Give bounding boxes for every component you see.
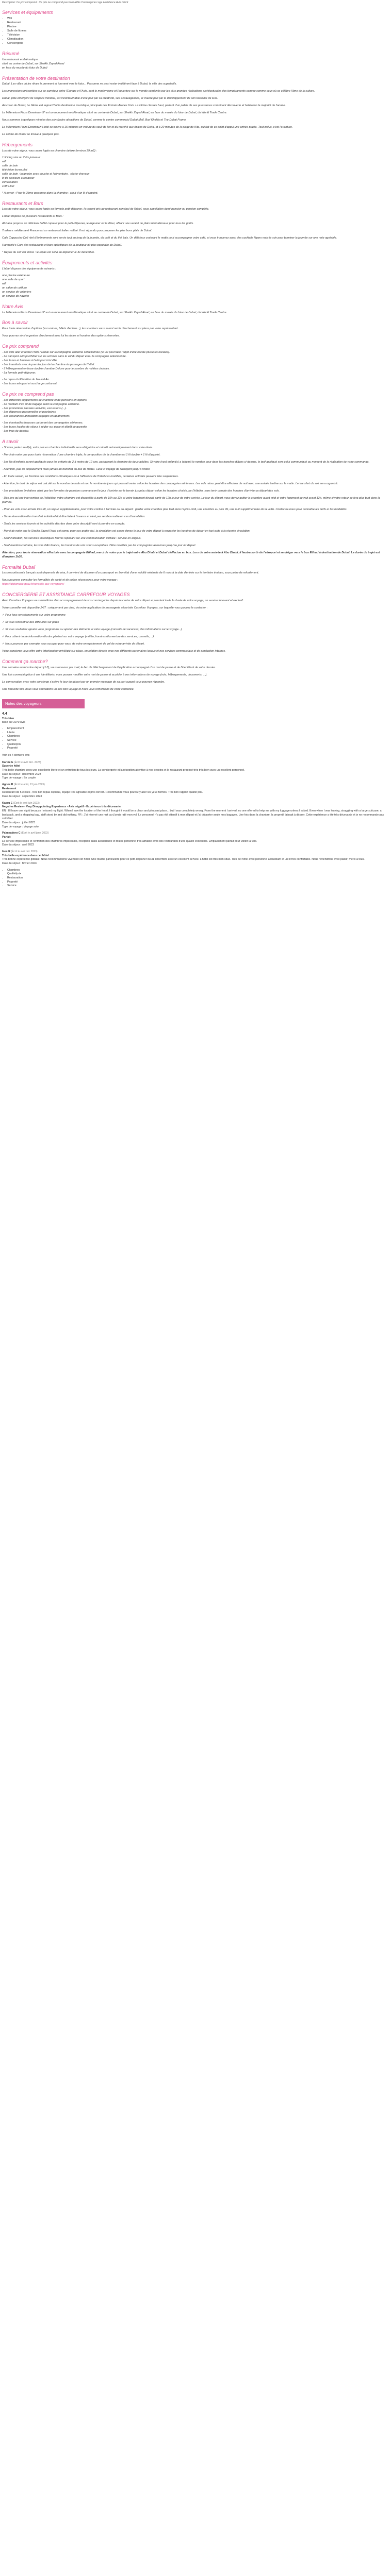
prix-pas-lines bbox=[2, 399, 385, 434]
a-savoir-item: - Attention, pas de déplacement mais jamais du transfert du bus de l'hôtel. Celui-ci voyage de l'aéroport jusqu'à l'hôtel. bbox=[2, 468, 151, 471]
a-savoir-item: - Les lits d'enfants seront appliqués pour les enfants de 2 à moins de 12 ans, partageant la chambre de deux adultes. Si votre (vos) enfant(s) a (atteint) le nombre pour dans les tranches d'âges ci-dessus, le tarif appliqué sera celui communiqué au moment de la réalisation de votre commande. bbox=[2, 461, 369, 464]
hebergement-line: 1 lit king size ou 2 lits jumeaux bbox=[2, 156, 41, 159]
commande-paragraph: Une semaine avant votre départ (J-7), vous recevrez par mail, le lien de téléchargement de l'application accompagné d'un mot de passe et de l'identifiant de votre dossier. bbox=[2, 666, 216, 669]
a-savoir-item: - Seuls les services fournis et les activités décrites dans votre descriptif sont à prendre en compte. bbox=[2, 522, 125, 526]
prix-pas-line: - Les taxes locales de séjour à régler sur place et dépôt de garantie. bbox=[2, 426, 88, 429]
formalites-paragraph: Les ressortissants français sont dispensés de visa, il convient de disposer d'un passeport en bon état d'une validité minimale de 6 mois à la date d'entrée sur le territoire émirien, sous peine de refoulement. bbox=[2, 571, 259, 575]
prix-comprend-lines bbox=[2, 351, 385, 386]
criteria-item: • Literie bbox=[7, 731, 385, 735]
bon-savoir-paragraph: Vous pourrez ainsi organiser directement avec lui les dates et horaires des options réservées. bbox=[2, 334, 120, 338]
equipement-line: un service de voituriers bbox=[2, 290, 31, 294]
presentation-paragraph: Le centre de Dubaï se trouve à quelques pas. bbox=[2, 133, 60, 137]
resume-line: Un restaurant emblématique bbox=[2, 58, 38, 61]
conciergerie-paragraph: Votre concierge vous offre votre interlocuteur privilégié sur place, en relation directe avec nos différents partenaires locaux et nos services commerciaux et de production internes. bbox=[2, 649, 226, 653]
prix-pas-title: Ce prix ne comprend pas bbox=[2, 391, 54, 397]
hebergement-line: salle de bain bbox=[2, 164, 18, 167]
prix-comprend-line: - La formule petit-déjeuner. bbox=[2, 371, 36, 375]
notes-count: Voir les 4 derniers avis bbox=[2, 753, 30, 757]
presentation-paragraph: Dubaï, pôle émergent de l'espace mondial, est incontournable d'une part par sa créativité, ses extravagances, et d'autre part par le développement de son tourisme de luxe. bbox=[2, 97, 218, 100]
footer-criteria-item: • Service bbox=[7, 884, 385, 888]
prix-comprend-line: - Les taxes et hausses à l'aéroport à la Ville. bbox=[2, 359, 58, 362]
prix-pas-line: - Le montant d'un kit de bagage selon la compagnie aérienne. bbox=[2, 402, 80, 406]
review-travel-type: Type de voyage : Voyage solo bbox=[2, 825, 39, 828]
criteria-item: • Emplacement bbox=[7, 727, 385, 731]
review-card bbox=[2, 850, 385, 866]
a-savoir-item: - Toute réservation d'un transfert individuel doit être faite à l'avance et n'est pas remboursable en cas d'annulation. bbox=[2, 515, 145, 518]
service-item: • Conciergerie bbox=[7, 42, 385, 46]
presentation-paragraph: Le Millennium Plaza Downtown Hotel se trouve à 15 minutes en voiture du souk de l'or et du marché aux épices de Deira, et à 20 minutes de la plage de Kite, qui fait de ce point d'appui une entrée privée. Tout inclus, c'est l'aventure. bbox=[2, 126, 293, 129]
prix-pas-line: - Les éventuelles hausses carburant des compagnies aériennes. bbox=[2, 421, 84, 425]
equipements-lines bbox=[2, 267, 385, 299]
review-date: (Écrit le avril déc 2023) bbox=[11, 850, 38, 853]
conciergerie-paragraph: ✓ Si vous rencontrez des difficultés sur place bbox=[2, 620, 59, 624]
presentation-body bbox=[2, 82, 385, 137]
a-savoir-item: - Dès lors qu'une intervention de l'hôtelière, votre chambre est disponible à partir de 15h au 12h et votre logement devrait partir de 12h le jour de votre arrivée. Le jour du départ, vous devez quitter la chambre avant midi et votre logement devrait avant 12h, même si votre retour se fera plus tard dans la journée. bbox=[2, 496, 380, 504]
notes-based: basé sur 3070 Avis bbox=[2, 721, 25, 724]
formalites-paragraph: Nous pouvons consulter les formalités de santé et de police nécessaires pour votre voyage : bbox=[2, 579, 118, 582]
prix-comprend-line: - L'hébergement en base double chambre Deluxe pour le nombre de nuitées choisies. bbox=[2, 367, 110, 370]
review-title: Superbe hôtel bbox=[2, 765, 21, 768]
conciergerie-title: CONCIERGERIE ET ASSISTANCE CARREFOUR VOYAGES bbox=[2, 592, 130, 598]
services-list bbox=[2, 17, 385, 46]
resume-title: Résumé bbox=[2, 50, 20, 56]
a-savoir-item: - Attention, le droit de séjour est calculé sur le nombre de nuits et non le nombre de jours qui pourrait varier selon les horaires des compagnies aériennes. Les vols retour peut-être effectuer de nuit avec une arrivée tardive sur le matin. Le transfert du soir sera organisé. bbox=[2, 482, 338, 485]
reviews-section bbox=[2, 711, 385, 888]
conciergerie-paragraph: Votre conseiller est disponible 24/7 : uniquement par chat, via votre application de messagerie sécurisée Carrefour Voyages, sur laquelle vous pouvez le contacter : bbox=[2, 606, 208, 610]
criteria-item: • Service bbox=[7, 739, 385, 743]
equipement-line: une piscine extérieure bbox=[2, 274, 30, 277]
equipement-line: wifi bbox=[2, 282, 6, 285]
review-author: Karine E bbox=[2, 760, 13, 764]
criteria-item: • Propreté bbox=[7, 747, 385, 751]
review-title: Negative Review - Very Disappointing Experience - Avis négatif - Expérience très décevante bbox=[2, 805, 121, 809]
notes-label: Très bien bbox=[2, 717, 14, 720]
hebergement-line: climatisation bbox=[2, 180, 18, 184]
service-item: • Restaurant bbox=[7, 21, 385, 25]
review-author: Palmeadoro C bbox=[2, 832, 21, 835]
resume-lines bbox=[2, 58, 385, 71]
a-savoir-item: - Si vous partez seul(e), votre prix en chambre individuelle sera obligatoire et calculé automatiquement dans votre devis. bbox=[2, 446, 153, 450]
notre-avis-title: Notre Avis bbox=[2, 303, 24, 309]
equipement-line: une salle de sport bbox=[2, 278, 25, 281]
a-savoir-body bbox=[2, 446, 385, 548]
prix-pas-line: - Les assurances annulation-bagages et rapatriement. bbox=[2, 415, 70, 418]
notre-avis-text: Le Millennium Plaza Downtown 5* est un monument emblématique situé au centre de Dubaï, sur Sheikh Zayed Road, en face du musée du futur de Dubaï, du World Trade Centre. bbox=[2, 311, 227, 314]
review-author: Ines R bbox=[2, 850, 10, 853]
hebergements-title: Hébergements bbox=[2, 142, 33, 148]
presentation-title: Présentation de votre destination bbox=[2, 75, 70, 81]
restaurants-title: Restaurants et Bars bbox=[2, 200, 43, 206]
review-text: Restaurant de 5 étoiles - très bon repas copieux, équipe très agréable et prix correct. Recommandé vous pouvez y aller les yeux fermés. Très bon rapport qualité prix. bbox=[2, 791, 203, 794]
restaurants-paragraph: Lors de votre séjour, vous serez logés en formule petit-déjeuner. Ils seront pris au restaurant principal de l'hôtel, sous appellation demi-pension ou pension complète. bbox=[2, 208, 209, 211]
review-title: Restaurant bbox=[2, 787, 17, 790]
service-item: • Climatisation bbox=[7, 38, 385, 42]
review-author: Kaoru E bbox=[2, 801, 13, 805]
formalites-title: Formalité Dubaï bbox=[2, 564, 36, 570]
restaurants-paragraph: * Repas du soir est inclus : le repas est servi au déjeuner le 31 décembre. bbox=[2, 251, 95, 255]
service-item: • Télévision bbox=[7, 33, 385, 38]
prix-comprend-line: - Les transferts avec le premier jour de la chambre du passager de l'hôtel. bbox=[2, 363, 95, 366]
criteria-item: • Chambres bbox=[7, 735, 385, 739]
prix-comprend-line: - Le transport aéroport/hôtel sur les arrivées sans le vol du départ et/ou la compagnie sélectionnée. bbox=[2, 354, 127, 358]
review-date: (Écrit le avril janv. 2023) bbox=[21, 832, 49, 835]
footer-criteria-item: • Propreté bbox=[7, 880, 385, 885]
conciergerie-paragraph: ✓ Si vous souhaitez ajouter votre programme ou ajouter des éléments à votre voyage (conseils de vacances, des informations sur le voyage...) bbox=[2, 628, 182, 631]
presentation-paragraph: Nous sommes à quelques minutes des principales attractions de Dubaï, comme le centre commercial Dubaï Mall, Burj Khalifa et The Dubai Frame. bbox=[2, 118, 187, 122]
review-text: EN : I'll leave one night because I missed my flight. When I saw the location of the hotel, I thought it would be a clean and pleasant place... but I was completely wrong. From the moment I arrived, no one offered to help me with my luggage unless I asked. Even when I was leaving, struggling with a large suitcase, a backpack, and a shopping bag, staff stood by and did nothing. FR : J'ai réservé une nuit car j'avais raté mon vol. Le personnel n'a pas été attentif à mon départ et j'ai dû porter seule mes bagages. Une fois dans la chambre, la propreté laissait à désirer. Cette expérience a été très décevante et je ne recommande pas cet hôtel. bbox=[2, 809, 384, 821]
a-savoir-item: - Les prestations limitatives ainsi que les formules de pensions commencent le jour d'arrivée sur le terrain jusqu'au départ selon les horaires choisis par l'hôtelier, sans tenir compte des horaires d'arrivée ou départ des vols. bbox=[2, 489, 280, 493]
footer-criteria-item: • Qualité/prix bbox=[7, 872, 385, 876]
review-title: Parfait bbox=[2, 835, 11, 839]
review-card bbox=[2, 832, 385, 848]
prix-comprend-line: - Le repas du Réveillon du Nouvel An. bbox=[2, 378, 50, 381]
review-date: (Écrit le avril déc. 2023) bbox=[13, 760, 41, 764]
bon-savoir-body bbox=[2, 327, 385, 338]
criteria-item: • Qualité/prix bbox=[7, 743, 385, 747]
hebergement-line: télévision écran plat bbox=[2, 168, 27, 172]
a-savoir-item: - Sauf indication, les services touristiques fournis reposant sur une communication verbale : service en anglais. bbox=[2, 536, 141, 540]
equipements-title: Équipements et activités bbox=[2, 260, 53, 266]
notes-header: Notes des voyageurs bbox=[2, 699, 85, 709]
presentation-paragraph: Les impressions présentées sur ce carrefour entre l'Europe et l'Asie, sont le modernisme et l'ouverture sur le monde combinés par les plus grandes réalisations architecturales des tempéraments comme comme ceux où se célèbre l'âme de la culture. bbox=[2, 90, 315, 93]
restaurants-body bbox=[2, 208, 385, 255]
review-stay-date: Date du séjour : décembre 2023 bbox=[2, 772, 41, 776]
conciergerie-paragraph: Avec Carrefour Voyages vous bénéficiez d'un accompagnement de vos conciergeries depuis le centre de votre départ et pendant toute la durée de votre voyage, un service innovant et exclusif. bbox=[2, 599, 244, 603]
footer-criteria-item: • Restauration bbox=[7, 876, 385, 880]
notes-score: 4.4 bbox=[2, 712, 7, 716]
restaurants-paragraph: L'hôtel dispose de plusieurs restaurants et Bars : bbox=[2, 215, 63, 218]
restaurants-paragraph: Harmonie's Curs des restaurants et bars spécifiques de la boutique où plus populaire de Dubaï. bbox=[2, 244, 122, 247]
hebergement-line: salle de bain : baignoire avec douche et l'alimentaire , sèche-cheveux bbox=[2, 172, 90, 176]
commande-paragraph: Une fois connecté grâce à vos identifiants, vous pouvez modifier votre mot de passe et accéder à vos informations de voyage (vols, hébergements, documents, ...). bbox=[2, 673, 207, 676]
review-stay-date: Date du séjour : avril 2023 bbox=[2, 843, 34, 847]
a-savoir-item: - Sauf mention contraire, les vols d'Air France, les horaires de vols sont susceptibles d'être modifiés par les compagnies aériennes jusqu'au jour du départ. bbox=[2, 544, 197, 547]
bon-savoir-title: Bon à savoir bbox=[2, 320, 28, 326]
restaurants-paragraph: Al Dana propose un délicieux buffet copieux pour le petit-déjeuner, le déjeuner ou le dîner, offrant une variété de plats internationaux pour tous les goûts. bbox=[2, 222, 194, 226]
hebergement-line: * A savoir : Pour la 3ème personne dans la chambre : ajout d'un lit d'appoint. bbox=[2, 191, 99, 195]
review-travel-type: Type de voyage : En couple bbox=[2, 776, 36, 780]
a-savoir-title: A savoir bbox=[2, 439, 19, 445]
service-item: • Salle de fitness bbox=[7, 29, 385, 33]
review-stay-date: Date du séjour : juillet 2023 bbox=[2, 821, 36, 824]
review-stay-date: Date du séjour : février 2023 bbox=[2, 862, 37, 866]
etihad-warning: Attention, pour toute réservation effectuée avec la compagnie Etihad, merci de noter que le trajet entre Abu Dhabi et Dubaï s'effectue en bus. Lors de votre arrivée à Abu Dhabi, il faudra sortir de l'aéroport et se diriger vers le bus Etihad à destination de Dubaï. La durée du trajet est d'environ 1h30. bbox=[2, 551, 380, 558]
prix-comprend-title: Ce prix comprend bbox=[2, 344, 39, 349]
hebergement-line: lit de plusieurs à repasser bbox=[2, 176, 35, 180]
equipement-line: un salon de coiffure bbox=[2, 286, 27, 290]
review-date: (Écrit le avril juin 2023) bbox=[13, 801, 40, 805]
restaurants-paragraph: Tradeurs méditerrané France est un restaurant italien raffiné. Il est répandu pour proposer les plus bons plats de Dubaï. bbox=[2, 229, 152, 233]
commande-paragraph: La conversation avec votre concierge s'active le jour du départ par un premier message de sa part auquel vous pourrez répondre. bbox=[2, 680, 165, 684]
equipement-line: L'hôtel dispose des équipements suivants : bbox=[2, 267, 56, 270]
a-savoir-item: - Merci de noter que le Sheikh Zayed Road est connu pour ses gratte-ciel, la circulation est assez dense le jour de votre départ à respecter les horaires de départ en taxi suite à la récente circulation. bbox=[2, 529, 251, 533]
review-text: Très belle chambre avec une excellente literie et un entretien de tous les jours. La conciergerie et la réception attentive à nos besoins et le restaurant proposé très très bien avec un excellent personnel. bbox=[2, 768, 245, 772]
review-card bbox=[2, 761, 385, 781]
commande-body bbox=[2, 666, 385, 692]
hebergements-lines bbox=[2, 149, 385, 196]
footer-criteria bbox=[2, 869, 385, 888]
review-text: Très bonne expérience globale. Nous recommandons vivement cet hôtel. Une touche particulière pour ce petit-déjeuner du 31 décembre avec un excellent service. L'hôtel est très bien situé. Très bel hôtel avec personnel accueillant et un lit très confortable. Nous reviendrons avec plaisir, merci à tous. bbox=[2, 858, 365, 861]
bon-savoir-paragraph: Pour toute réservation d'options (excursions, billets d'entrée...), les vouchers vous seront remis directement sur place par votre représentant. bbox=[2, 327, 179, 331]
prix-comprend-line: - Les taxes aéroport et surcharge carburant. bbox=[2, 382, 58, 385]
review-text: La service impeccable et l'entretien des chambres impeccable, réception aussi accueillante et tout le personnel très aimable avec des restaurants d'une qualité excellente. Emplacement parfait pour visiter la ville. bbox=[2, 839, 257, 843]
description-crumbs: Description: Ce prix comprend : Ce prix ne comprend pas Formalités Conciergerie Loge Assistance Avis Client bbox=[2, 1, 128, 4]
hebergement-line: coffre-fort bbox=[2, 184, 14, 188]
formalites-link[interactable]: https://diplomatie.gouv.fr/conseils-aux-voyageurs/ bbox=[2, 583, 64, 586]
review-date: (Écrit le août, 13 juin 2023) bbox=[13, 783, 45, 786]
a-savoir-item: - En toute saison, en fonction des conditions climatiques ou à l'affluence de l'hôtel ces modifiés, certaines activités peuvent être suspendues. bbox=[2, 474, 179, 478]
resume-line: en face du musée du futur de Dubaï bbox=[2, 66, 47, 70]
notes-criteria bbox=[2, 727, 385, 751]
service-item: • Piscine bbox=[7, 25, 385, 29]
presentation-paragraph: Au cœur de Dubaï, Le Globe est aujourd'hui la destination touristique principale des Emirats Arabes Unis. La vitrine classée haut, partant d'un palais de ses puissances combinant découverte et habitation la majorité de l'année. bbox=[2, 104, 286, 108]
review-card bbox=[2, 802, 385, 829]
prix-pas-line: - Les frais de dossier. bbox=[2, 430, 29, 433]
conciergerie-body bbox=[2, 599, 385, 654]
commande-title: Comment ça marche? bbox=[2, 658, 48, 664]
presentation-paragraph: Dubaï. Les villes où les rêves le prennent et tournent vers le futur... Personne ne peut rester indifférent face à Dubaï, la ville des superlatifs. bbox=[2, 82, 177, 86]
conciergerie-paragraph: ✓ Pour obtenir toute information d'ordre général sur votre voyage (météo, horaires d'ouverture des services, conseils, ...) bbox=[2, 635, 154, 638]
review-author: Agnès R bbox=[2, 783, 13, 786]
prix-pas-line: - Les différents suppléments de chambre et de pensions en options. bbox=[2, 398, 88, 402]
conciergerie-paragraph: ✓ Pour tous renseignements sur votre programme bbox=[2, 614, 66, 617]
hebergement-line: wifi bbox=[2, 160, 6, 163]
review-stay-date: Date du séjour : septembre 2023 bbox=[2, 794, 42, 798]
page bbox=[0, 0, 387, 888]
review-card bbox=[2, 783, 385, 799]
prix-pas-line: - Les dépenses personnelles et pourboires. bbox=[2, 411, 57, 414]
presentation-paragraph: Le Millennium Plaza Downtown 5* est un monument emblématique situé au centre de Dubaï, sur Sheikh Zayed Road, en face du musée du futur de Dubaï, du World Trade Centre. bbox=[2, 111, 227, 115]
resume-line: situé au centre de Dubaï, sur Sheikh Zayed Road bbox=[2, 62, 64, 65]
restaurants-paragraph: Cafe Cappucino Deli réel d'événements sont servis tout au long de la journée, du café et du thé frais. Un délicieux croissant le matin peut accompagner votre café, et vous trouverez aussi des cocktails légers mais le soir pour terminer la journée sur une note agréable. bbox=[2, 236, 337, 240]
a-savoir-item: - Pour les vols avec arrivée très tôt, un séjour supplémentaire, pour votre confort à l'arrivée ou au départ : garder votre chambre plus tard dans l'après-midi, une chambre au plus tôt, une nuit supplémentaire de la veille. Contactez-nous pour connaître les tarifs et les modalités. bbox=[2, 507, 348, 511]
footer-criteria-item: • Chambres bbox=[7, 869, 385, 873]
equipement-line: un service de navette bbox=[2, 294, 29, 298]
prix-comprend-line: - Les vols aller et retour Paris / Dubaï sur la compagnie aérienne sélectionnée (le vol peut faire l'objet d'une escale plusieurs escales). bbox=[2, 351, 170, 354]
a-savoir-item: - Merci de noter que pour toute réservation d'une chambre triple, la composition de la chambre est 1 lit double + 1 lit d'appoint. bbox=[2, 453, 161, 457]
services-title: Services et équipements bbox=[2, 10, 53, 15]
review-title: Très belle expérience dans cet hôtel bbox=[2, 854, 49, 857]
service-item: • Wifi bbox=[7, 17, 385, 21]
conciergerie-paragraph: ✓ Nous pouvons par exemple vous occuper pour vous, de votre enregistrement de vol de votre arrivée de départ. bbox=[2, 642, 145, 646]
hebergement-line: Lors de votre séjour, vous serez logés en chambre deluxe (environ 29 m2) : bbox=[2, 149, 97, 152]
prix-pas-line: - Les promotions passées activités, excursions (...). bbox=[2, 406, 67, 410]
formalites-body bbox=[2, 571, 385, 587]
commande-paragraph: Une nouvelle fois, nous vous souhaitons un très bon voyage et nous vous remercions de votre confiance. bbox=[2, 687, 135, 691]
